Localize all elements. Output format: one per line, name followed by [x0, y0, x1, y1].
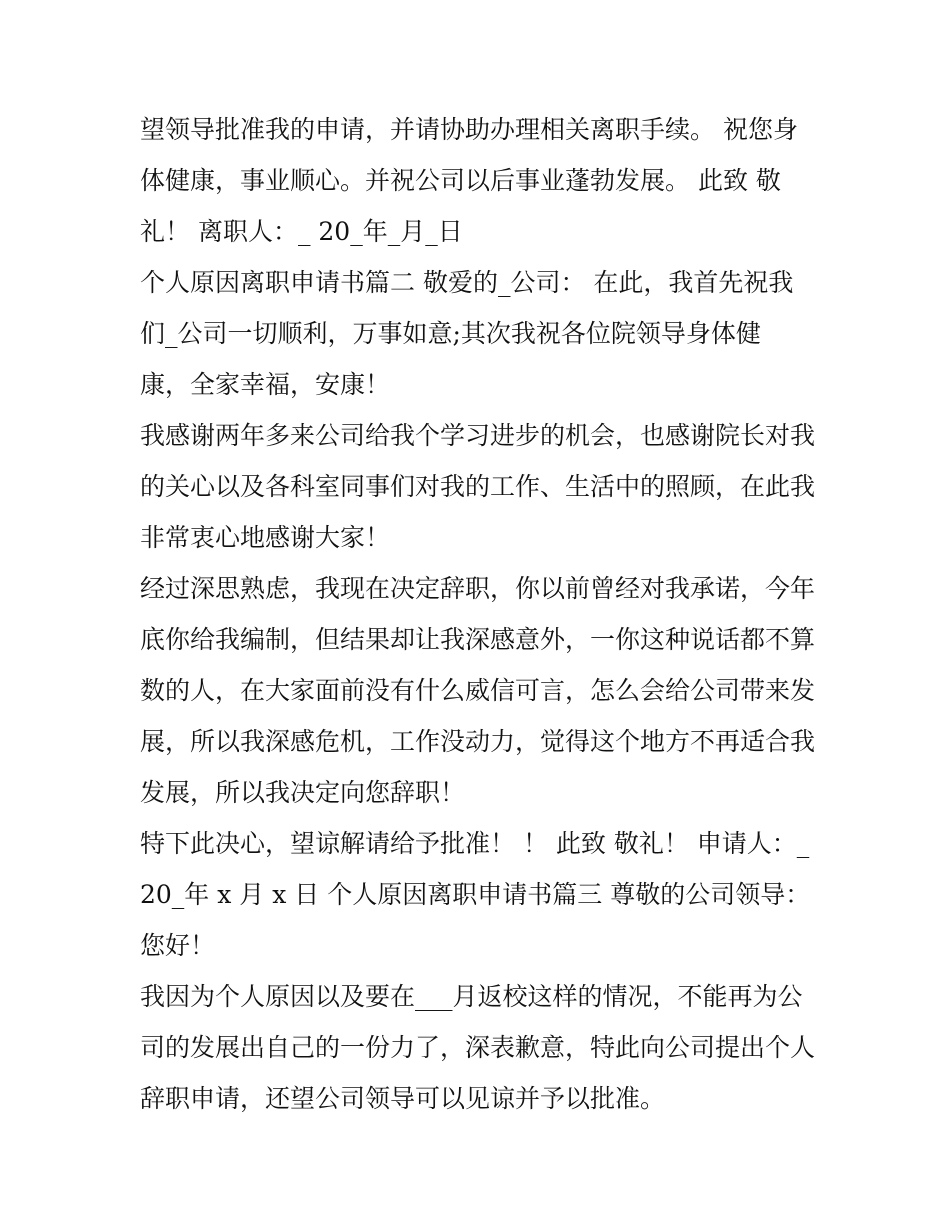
text-line: 体健康，事业顺心。并祝公司以后事业蓬勃发展。 此致 敬 [140, 166, 781, 195]
text-line: 礼！ 离职人：_ 20_年_月_日 [140, 217, 463, 246]
text-line: 辞职申请，还望公司领导可以见谅并予以批准。 [140, 1084, 666, 1113]
text-line: 我感谢两年多来公司给我个学习进步的机会，也感谢院长对我 [140, 421, 816, 450]
text-line: 的关心以及各科室同事们对我的工作、生活中的照顾，在此我 [140, 472, 816, 501]
text-line: 司的发展出自己的一份力了，深表歉意，特此向公司提出个人 [140, 1033, 816, 1062]
text-line: 我因为个人原因以及要在___月返校这样的情况，不能再为公 [140, 982, 803, 1011]
text-line: 个人原因离职申请书篇二 敬爱的_公司： 在此，我首先祝我 [140, 268, 794, 297]
text-line: 底你给我编制，但结果却让我深感意外，一你这种说话都不算 [140, 625, 816, 654]
text-line: 们_公司一切顺利，万事如意;其次我祝各位院领导身体健 [140, 319, 761, 348]
text-line: 经过深思熟虑，我现在决定辞职，你以前曾经对我承诺，今年 [140, 574, 816, 603]
text-line: 20_年 x 月 x 日 个人原因离职申请书篇三 尊敬的公司领导： [140, 880, 811, 909]
text-line: 特下此决心，望谅解请给予批准！ ！ 此致 敬礼！ 申请人：_ [140, 829, 810, 858]
document-body [140, 104, 820, 1124]
text-line: 您好！ [140, 931, 216, 960]
text-line: 数的人，在大家面前没有什么威信可言，怎么会给公司带来发 [140, 676, 816, 705]
text-line: 发展，所以我决定向您辞职！ [140, 778, 466, 807]
text-line: 非常衷心地感谢大家！ [140, 523, 391, 552]
text-line: 展，所以我深感危机，工作没动力，觉得这个地方不再适合我 [140, 727, 816, 756]
text-line: 康，全家幸福，安康！ [140, 370, 391, 399]
text-line: 望领导批准我的申请，并请协助办理相关离职手续。 祝您身 [140, 115, 798, 144]
